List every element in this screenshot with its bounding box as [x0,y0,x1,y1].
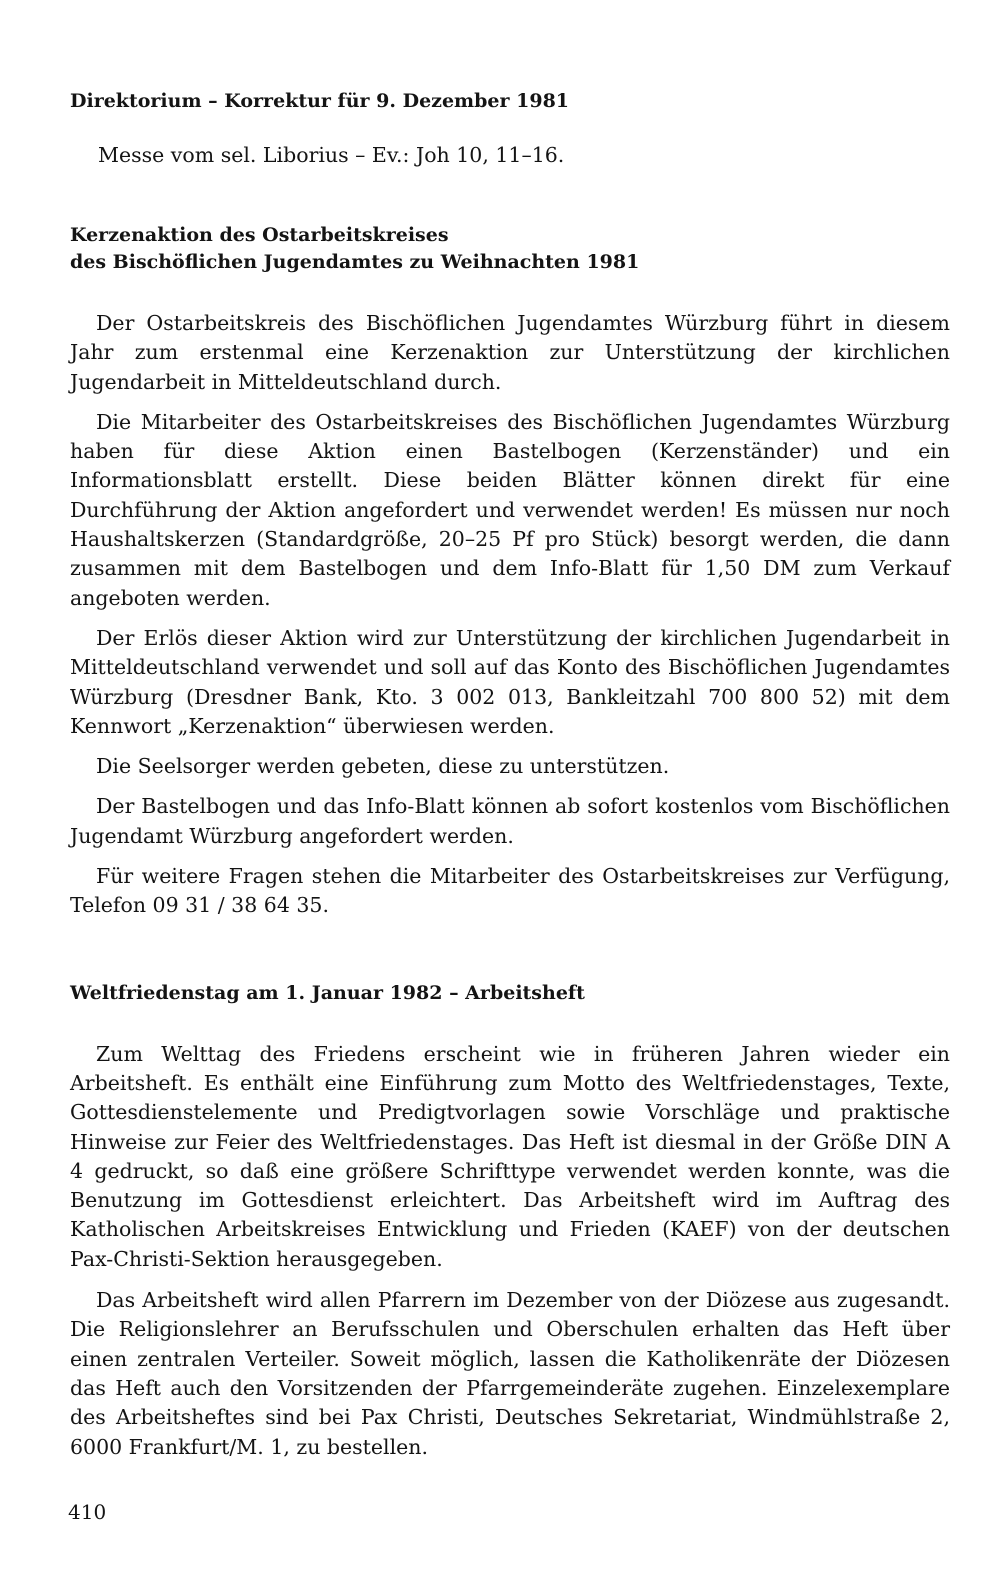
paragraph: Die Seelsorger werden gebeten, diese zu unterstützen. [96,754,670,779]
paragraph: Für weitere Fragen stehen die Mitarbeiter des Ostarbeitskreises zur Verfügung, Telefon 09 31 / 38 64 35. [70,864,950,918]
direktorium-text: Messe vom sel. Liborius – Ev.: Joh 10, 11–16. [98,143,565,167]
paragraph: Der Bastelbogen und das Info-Blatt können ab sofort kostenlos vom Bischöflichen Jugendamt Würzburg angefordert werden. [70,794,950,848]
section-weltfriedenstag [70,980,950,1462]
title-line-1: Kerzenaktion des Ostarbeitskreises [70,224,449,246]
paragraph: Der Ostarbeitskreis des Bischöflichen Jugendamtes Würzburg führt in diesem Jahr zum erstenmal eine Kerzenaktion zur Unterstützung der kirchlichen Jugendarbeit in Mitteldeutschland durch. [70,311,950,394]
section-title-weltfriedenstag: Weltfriedenstag am 1. Januar 1982 – Arbeitsheft [70,981,585,1004]
paragraph: Das Arbeitsheft wird allen Pfarrern im Dezember von der Diözese aus zugesandt. Die Religionslehrer an Berufsschulen und Oberschulen erhalten das Heft über einen zentralen Verteiler. Soweit möglich, lassen die Katholikenräte der Diözesen das Heft auch den Vorsitzenden der Pfarrgemeinderäte zugehen. Einzelexemplare des Arbeitsheftes sind bei Pax Christi, Deutsches Sekretariat, Windmühlstraße 2, 6000 Frankfurt/M. 1, zu bestellen. [70,1288,950,1459]
paragraph: Der Erlös dieser Aktion wird zur Unterstützung der kirchlichen Jugendarbeit in Mitteldeutschland verwendet und soll auf das Konto des Bischöflichen Jugendamtes Würzburg (Dresdner Bank, Kto. 3 002 013, Bankleitzahl 700 800 52) mit dem Kennwort „Kerzenaktion“ überwiesen werden. [70,625,950,738]
section-direktorium [70,88,950,170]
section-kerzenaktion [70,222,950,921]
page-content [70,88,950,1462]
page-number: 410 [68,1500,107,1524]
paragraph: Die Mitarbeiter des Ostarbeitskreises des Bischöflichen Jugendamtes Würzburg haben für diese Aktion einen Bastelbogen (Kerzenständer) und ein Informationsblatt erstellt. Diese beiden Blätter können direkt für eine Durchführung der Aktion angefordert und verwendet werden! Es müssen nur noch Haushaltskerzen (Standardgröße, 20–25 Pf pro Stück) besorgt werden, die dann zusammen mit dem Bastelbogen und dem Info-Blatt für 1,50 DM zum Verkauf angeboten werden. [70,409,950,610]
title-line-2: des Bischöflichen Jugendamtes zu Weihnachten 1981 [70,251,640,273]
paragraph: Zum Welttag des Friedens erscheint wie in früheren Jahren wieder ein Arbeitsheft. Es enthält eine Einführung zum Motto des Weltfriedenstages, Texte, Gottesdienstelemente und Predigtvorlagen sowie Vorschläge und praktische Hinweise zur Feier des Weltfriedenstages. Das Heft ist diesmal in der Größe DIN A 4 gedruckt, so daß eine größere Schrifttype verwendet werden konnte, was die Benutzung im Gottesdienst erleichtert. Das Arbeitsheft wird im Auftrag des Katholischen Arbeitskreises Entwicklung und Frieden (KAEF) von der deutschen Pax-Christi-Sektion herausgegeben. [70,1041,950,1271]
section-title-direktorium: Direktorium – Korrektur für 9. Dezember 1981 [70,90,570,112]
section-title-kerzenaktion [70,222,950,276]
